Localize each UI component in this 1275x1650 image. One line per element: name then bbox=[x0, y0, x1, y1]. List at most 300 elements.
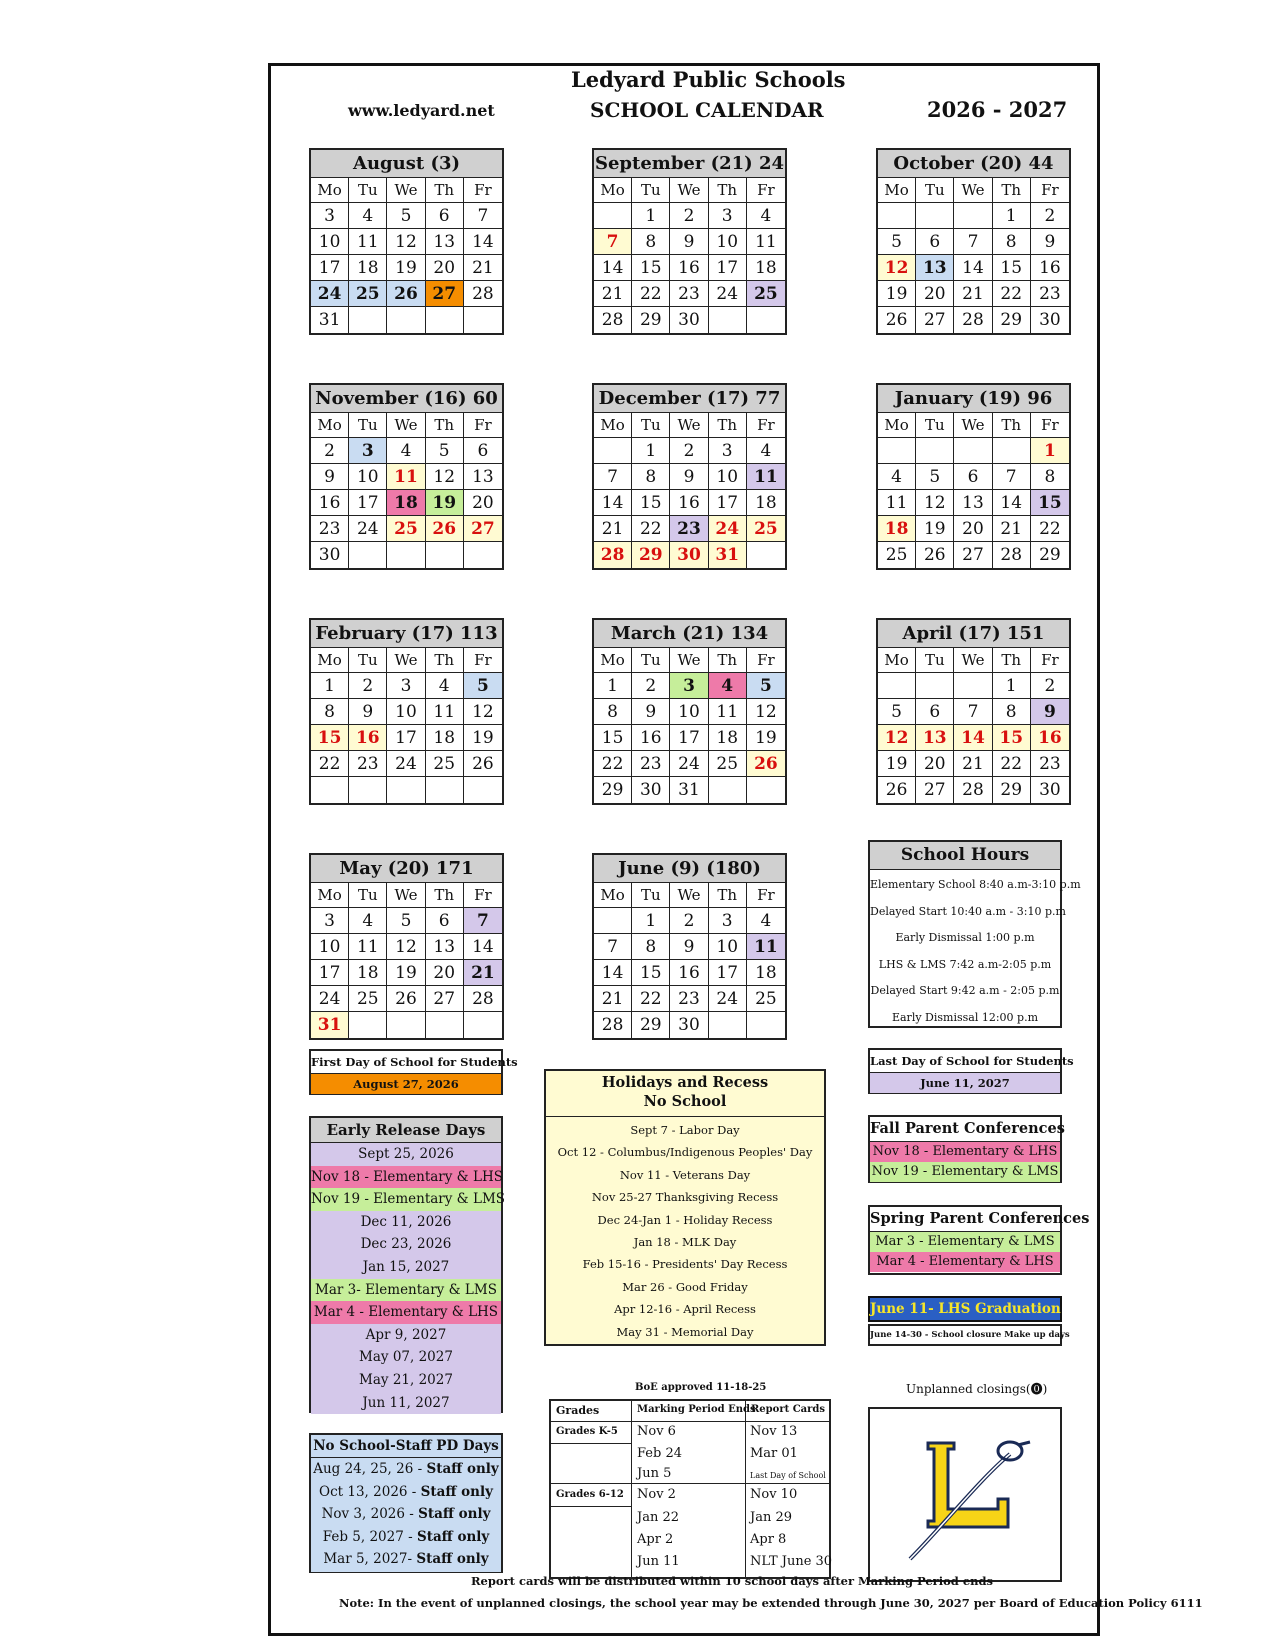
day-cell: 6 bbox=[426, 203, 464, 229]
day-cell bbox=[594, 438, 632, 464]
day-cell: 29 bbox=[1039, 545, 1061, 565]
hours-row: Delayed Start 9:42 a.m - 2:05 p.m bbox=[870, 984, 1060, 997]
early-release-item: Mar 4 - Elementary & LHS bbox=[311, 1301, 501, 1324]
day-cell: 5 bbox=[387, 203, 425, 229]
day-cell: 18 bbox=[747, 255, 785, 281]
day-cell: 25 bbox=[878, 542, 916, 568]
holiday-item: Apr 12-16 - April Recess bbox=[614, 1302, 756, 1317]
day-cell: 7 bbox=[594, 229, 632, 255]
early-release-list bbox=[311, 1143, 506, 1414]
day-cell: 27 bbox=[426, 986, 464, 1012]
month-title: May (20) 171 bbox=[311, 855, 502, 883]
day-cell: 17 bbox=[387, 725, 425, 751]
day-cell: 10 bbox=[387, 699, 425, 725]
month-title: March (21) 134 bbox=[594, 620, 785, 648]
day-cell: 8 bbox=[993, 229, 1031, 255]
day-cell: 12 bbox=[878, 725, 916, 751]
day-cell: 3 bbox=[670, 673, 708, 699]
holiday-item: Nov 25-27 Thanksgiving Recess bbox=[591, 1190, 779, 1205]
day-cell bbox=[464, 542, 502, 568]
day-cell: 7 bbox=[594, 464, 632, 490]
day-cell: 4 bbox=[747, 203, 785, 229]
day-cell: 6 bbox=[464, 438, 502, 464]
month-title: September (21) 24 bbox=[594, 150, 785, 178]
day-cell: 1 bbox=[311, 673, 349, 699]
day-cell: 12 bbox=[747, 699, 785, 725]
holiday-item: Nov 11 - Veterans Day bbox=[619, 1167, 751, 1182]
day-cell: 28 bbox=[954, 307, 992, 333]
month-grid bbox=[594, 883, 785, 1038]
g612-mp: Apr 2 bbox=[637, 1532, 674, 1547]
day-header: Fr bbox=[1031, 648, 1069, 673]
g612-rc: Apr 8 bbox=[750, 1532, 787, 1547]
early-release-item: May 21, 2027 bbox=[311, 1369, 501, 1392]
day-cell: 15 bbox=[632, 490, 670, 516]
day-cell: 1 bbox=[993, 203, 1031, 229]
day-cell: 18 bbox=[747, 960, 785, 986]
day-cell: 19 bbox=[426, 490, 464, 516]
day-cell: 11 bbox=[349, 934, 387, 960]
last-day-box bbox=[868, 1048, 1074, 1094]
day-cell bbox=[594, 203, 632, 229]
col-header-rc: Report Cards bbox=[751, 1404, 826, 1415]
day-header: We bbox=[670, 178, 708, 203]
day-cell: 2 bbox=[349, 673, 387, 699]
day-cell: 5 bbox=[464, 673, 502, 699]
early-release-item: Nov 19 - Elementary & LMS bbox=[311, 1188, 501, 1211]
day-cell: 18 bbox=[709, 725, 747, 751]
day-cell: 14 bbox=[464, 934, 502, 960]
month-title: October (20) 44 bbox=[878, 150, 1069, 178]
day-header: Mo bbox=[311, 413, 349, 438]
day-header: Fr bbox=[1031, 413, 1069, 438]
day-cell: 25 bbox=[426, 751, 464, 777]
calendar-title: SCHOOL CALENDAR bbox=[590, 98, 824, 122]
day-cell: 20 bbox=[464, 490, 502, 516]
staff-pd-label: Staff only bbox=[418, 1506, 491, 1523]
day-cell: 14 bbox=[993, 490, 1031, 516]
day-cell: 17 bbox=[311, 960, 349, 986]
g612-rc: Nov 10 bbox=[750, 1487, 798, 1502]
day-cell: 13 bbox=[426, 934, 464, 960]
day-cell: 26 bbox=[878, 777, 916, 803]
day-cell: 7 bbox=[464, 908, 502, 934]
month-calendar bbox=[592, 148, 787, 335]
month-calendar bbox=[309, 383, 504, 570]
day-cell: 1 bbox=[632, 438, 670, 464]
month-title: April (17) 151 bbox=[878, 620, 1069, 648]
day-cell: 22 bbox=[594, 751, 632, 777]
day-cell: 24 bbox=[311, 986, 349, 1012]
day-cell: 8 bbox=[594, 699, 632, 725]
day-header: Mo bbox=[594, 648, 632, 673]
day-cell: 25 bbox=[747, 281, 785, 307]
k5-rc: Mar 01 bbox=[750, 1446, 798, 1461]
day-cell: 20 bbox=[954, 516, 992, 542]
day-header: Th bbox=[709, 413, 747, 438]
staff-pd-label: Staff only bbox=[416, 1528, 490, 1545]
day-cell: 30 bbox=[1039, 310, 1061, 330]
early-release-item: Sept 25, 2026 bbox=[311, 1143, 501, 1166]
day-header: We bbox=[387, 648, 425, 673]
day-cell: 19 bbox=[747, 725, 785, 751]
day-cell: 31 bbox=[709, 542, 747, 568]
day-cell: 2 bbox=[1031, 673, 1069, 699]
month-grid bbox=[311, 178, 502, 333]
day-header: Mo bbox=[594, 413, 632, 438]
day-cell: 25 bbox=[709, 751, 747, 777]
day-cell: 19 bbox=[878, 751, 916, 777]
month-grid bbox=[311, 648, 502, 803]
day-cell: 27 bbox=[426, 281, 464, 307]
day-cell bbox=[747, 542, 785, 568]
day-header: Tu bbox=[916, 648, 954, 673]
day-cell: 12 bbox=[878, 255, 916, 281]
day-cell: 5 bbox=[747, 673, 785, 699]
day-cell bbox=[747, 1012, 785, 1038]
day-cell: 11 bbox=[878, 490, 916, 516]
day-cell: 14 bbox=[594, 490, 632, 516]
day-cell: 24 bbox=[387, 751, 425, 777]
day-cell: 2 bbox=[311, 438, 349, 464]
staff-pd-item bbox=[311, 1503, 501, 1526]
day-cell: 17 bbox=[311, 255, 349, 281]
day-cell: 30 bbox=[1039, 780, 1061, 800]
spring-conf-title: Spring Parent Conferences bbox=[870, 1207, 1060, 1232]
holidays-box bbox=[544, 1069, 826, 1346]
day-cell: 29 bbox=[632, 1012, 670, 1038]
day-cell: 6 bbox=[916, 229, 954, 255]
day-cell: 30 bbox=[632, 777, 670, 803]
day-cell: 22 bbox=[632, 986, 670, 1012]
day-cell: 16 bbox=[670, 960, 708, 986]
day-cell: 2 bbox=[670, 203, 708, 229]
day-cell: 8 bbox=[632, 464, 670, 490]
day-cell: 11 bbox=[747, 464, 785, 490]
day-cell: 26 bbox=[916, 542, 954, 568]
day-cell: 28 bbox=[594, 307, 632, 333]
day-header: We bbox=[670, 648, 708, 673]
school-year: 2026 - 2027 bbox=[927, 97, 1068, 122]
day-cell: 10 bbox=[709, 229, 747, 255]
day-cell: 29 bbox=[993, 777, 1031, 803]
staff-pd-label: Staff only bbox=[426, 1461, 499, 1477]
day-cell bbox=[387, 307, 425, 333]
day-cell: 10 bbox=[349, 464, 387, 490]
day-cell bbox=[349, 542, 387, 568]
staff-pd-date: Nov 3, 2026 - bbox=[321, 1506, 419, 1523]
day-cell: 16 bbox=[349, 725, 387, 751]
day-header: Mo bbox=[878, 648, 916, 673]
day-header: We bbox=[954, 413, 992, 438]
day-cell: 30 bbox=[311, 542, 349, 568]
day-cell: 4 bbox=[747, 908, 785, 934]
day-cell: 16 bbox=[1031, 255, 1069, 281]
day-cell: 2 bbox=[670, 908, 708, 934]
early-release-item: Mar 3- Elementary & LMS bbox=[311, 1279, 501, 1302]
day-header: Th bbox=[709, 648, 747, 673]
g612-mp: Jun 11 bbox=[637, 1554, 680, 1569]
day-cell: 21 bbox=[594, 986, 632, 1012]
day-cell: 3 bbox=[349, 438, 387, 464]
month-calendar bbox=[592, 383, 787, 570]
makeup-days-box bbox=[868, 1324, 1070, 1346]
day-cell: 24 bbox=[349, 516, 387, 542]
day-cell: 21 bbox=[954, 751, 992, 777]
g612-mp: Nov 2 bbox=[637, 1487, 676, 1502]
day-cell: 14 bbox=[954, 725, 992, 751]
day-cell: 13 bbox=[916, 255, 954, 281]
day-cell bbox=[954, 203, 992, 229]
k5-rc: Last Day of School bbox=[750, 1471, 826, 1480]
day-cell: 4 bbox=[878, 464, 916, 490]
day-cell: 9 bbox=[632, 699, 670, 725]
day-cell: 23 bbox=[632, 751, 670, 777]
day-cell: 15 bbox=[993, 725, 1031, 751]
hours-row: Early Dismissal 1:00 p.m bbox=[895, 931, 1035, 944]
day-cell: 5 bbox=[878, 229, 916, 255]
day-cell: 19 bbox=[464, 725, 502, 751]
day-cell: 1 bbox=[993, 673, 1031, 699]
day-cell bbox=[709, 1012, 747, 1038]
day-header: Th bbox=[709, 883, 747, 908]
day-cell: 27 bbox=[916, 307, 954, 333]
month-title: November (16) 60 bbox=[311, 385, 502, 413]
month-calendar bbox=[309, 618, 504, 805]
day-cell: 26 bbox=[426, 516, 464, 542]
day-cell: 10 bbox=[709, 934, 747, 960]
day-cell: 13 bbox=[916, 725, 954, 751]
day-cell: 1 bbox=[632, 908, 670, 934]
day-cell: 22 bbox=[311, 751, 349, 777]
day-cell: 5 bbox=[426, 438, 464, 464]
early-release-item: May 07, 2027 bbox=[311, 1346, 501, 1369]
day-cell: 18 bbox=[349, 960, 387, 986]
k5-mp: Jun 5 bbox=[637, 1466, 672, 1481]
day-header: Mo bbox=[594, 883, 632, 908]
day-header: Tu bbox=[916, 413, 954, 438]
fall-conf-title: Fall Parent Conferences bbox=[870, 1117, 1060, 1142]
day-cell: 21 bbox=[464, 960, 502, 986]
day-cell: 28 bbox=[993, 542, 1031, 568]
day-cell: 4 bbox=[349, 908, 387, 934]
holiday-item: Dec 24-Jan 1 - Holiday Recess bbox=[597, 1212, 773, 1227]
day-cell: 9 bbox=[670, 934, 708, 960]
day-cell: 8 bbox=[993, 699, 1031, 725]
day-cell: 7 bbox=[993, 464, 1031, 490]
footer-line-2: Note: In the event of unplanned closings, the school year may be extended through June 30, 2027 per Board of Education Policy 6111 bbox=[339, 1596, 1203, 1610]
day-cell bbox=[954, 438, 992, 464]
fall-conf-item: Nov 18 - Elementary & LHS bbox=[870, 1142, 1060, 1162]
day-cell: 4 bbox=[747, 438, 785, 464]
day-cell: 30 bbox=[670, 307, 708, 333]
holiday-item: May 31 - Memorial Day bbox=[616, 1324, 754, 1339]
day-cell: 5 bbox=[387, 908, 425, 934]
day-cell: 7 bbox=[464, 203, 502, 229]
day-cell: 14 bbox=[954, 255, 992, 281]
day-cell: 16 bbox=[632, 725, 670, 751]
day-cell: 22 bbox=[632, 516, 670, 542]
day-cell: 1 bbox=[594, 673, 632, 699]
day-cell: 19 bbox=[387, 255, 425, 281]
day-cell: 17 bbox=[670, 725, 708, 751]
day-cell: 8 bbox=[632, 934, 670, 960]
day-cell: 2 bbox=[670, 438, 708, 464]
day-cell: 28 bbox=[464, 986, 502, 1012]
day-header: Th bbox=[993, 178, 1031, 203]
day-cell: 21 bbox=[954, 281, 992, 307]
day-cell: 8 bbox=[311, 699, 349, 725]
day-cell: 30 bbox=[670, 542, 708, 568]
day-cell: 7 bbox=[954, 229, 992, 255]
spring-conferences-box bbox=[868, 1205, 1090, 1275]
day-cell: 24 bbox=[670, 751, 708, 777]
early-release-item: Dec 23, 2026 bbox=[311, 1233, 501, 1256]
staff-pd-date: Feb 5, 2027 - bbox=[322, 1528, 417, 1545]
first-day-title: First Day of School for Students bbox=[311, 1051, 501, 1074]
day-header: We bbox=[954, 648, 992, 673]
day-cell: 3 bbox=[709, 203, 747, 229]
staff-pd-item bbox=[311, 1458, 501, 1481]
day-cell: 2 bbox=[632, 673, 670, 699]
day-header: Mo bbox=[311, 883, 349, 908]
fall-conf-item: Nov 19 - Elementary & LMS bbox=[870, 1162, 1060, 1182]
holiday-item: Jan 18 - MLK Day bbox=[633, 1234, 737, 1249]
day-cell: 28 bbox=[594, 1012, 632, 1038]
day-header: Fr bbox=[464, 413, 502, 438]
day-cell: 6 bbox=[954, 464, 992, 490]
day-cell: 11 bbox=[747, 229, 785, 255]
staff-pd-label: Staff only bbox=[416, 1551, 489, 1568]
day-header: Tu bbox=[349, 413, 387, 438]
day-cell: 4 bbox=[426, 673, 464, 699]
day-cell: 18 bbox=[878, 516, 916, 542]
day-cell: 23 bbox=[670, 986, 708, 1012]
day-cell: 22 bbox=[993, 751, 1031, 777]
holidays-title: Holidays and Recess bbox=[601, 1074, 769, 1091]
day-cell: 31 bbox=[311, 307, 349, 333]
day-cell: 10 bbox=[311, 229, 349, 255]
graduation-box bbox=[868, 1296, 1062, 1322]
day-cell: 5 bbox=[878, 699, 916, 725]
hours-row: Early Dismissal 12:00 p.m bbox=[891, 1010, 1039, 1024]
day-cell: 9 bbox=[311, 464, 349, 490]
day-cell bbox=[709, 307, 747, 333]
day-cell: 17 bbox=[349, 490, 387, 516]
day-cell: 15 bbox=[632, 960, 670, 986]
day-header: Tu bbox=[632, 413, 670, 438]
day-header: We bbox=[670, 413, 708, 438]
day-cell: 23 bbox=[349, 751, 387, 777]
day-cell: 26 bbox=[387, 986, 425, 1012]
month-calendar bbox=[876, 618, 1071, 805]
day-header: Th bbox=[426, 178, 464, 203]
day-cell: 24 bbox=[311, 281, 349, 307]
day-cell: 13 bbox=[464, 464, 502, 490]
day-cell bbox=[349, 777, 387, 803]
staff-pd-title: No School-Staff PD Days bbox=[311, 1435, 501, 1458]
day-cell: 23 bbox=[1031, 751, 1069, 777]
day-cell: 10 bbox=[670, 699, 708, 725]
day-cell: 15 bbox=[311, 725, 349, 751]
day-cell: 28 bbox=[464, 281, 502, 307]
day-cell bbox=[878, 673, 916, 699]
makeup-days-text: June 14-30 - School closure Make up days bbox=[870, 1330, 1070, 1340]
day-cell bbox=[349, 1012, 387, 1038]
day-cell: 27 bbox=[916, 777, 954, 803]
day-cell: 21 bbox=[594, 281, 632, 307]
month-title: August (3) bbox=[311, 150, 502, 178]
g612-rc: Jan 29 bbox=[750, 1510, 793, 1525]
day-cell: 11 bbox=[709, 699, 747, 725]
day-cell: 18 bbox=[349, 255, 387, 281]
early-release-item: Jun 11, 2027 bbox=[311, 1392, 501, 1415]
day-cell: 18 bbox=[387, 490, 425, 516]
day-cell: 7 bbox=[954, 699, 992, 725]
last-day-date: June 11, 2027 bbox=[870, 1073, 1060, 1093]
day-header: Mo bbox=[878, 178, 916, 203]
day-cell bbox=[747, 777, 785, 803]
month-title: January (19) 96 bbox=[878, 385, 1069, 413]
day-header: Tu bbox=[632, 178, 670, 203]
month-grid bbox=[594, 648, 785, 803]
early-release-item: Apr 9, 2027 bbox=[311, 1324, 501, 1347]
day-cell: 28 bbox=[954, 777, 992, 803]
boe-approved: BoE approved 11-18-25 bbox=[635, 1382, 767, 1393]
hours-row: LHS & LMS 7:42 a.m-2:05 p.m bbox=[878, 957, 1052, 971]
holiday-item: Mar 26 - Good Friday bbox=[622, 1279, 748, 1294]
day-cell: 21 bbox=[993, 516, 1031, 542]
day-cell: 9 bbox=[1031, 699, 1069, 725]
day-cell bbox=[426, 307, 464, 333]
grades-k5-label: Grades K-5 bbox=[556, 1426, 618, 1437]
day-cell: 12 bbox=[916, 490, 954, 516]
day-cell: 25 bbox=[349, 986, 387, 1012]
day-cell bbox=[916, 673, 954, 699]
day-cell: 26 bbox=[464, 751, 502, 777]
day-header: Th bbox=[709, 178, 747, 203]
day-cell: 19 bbox=[916, 516, 954, 542]
day-cell: 3 bbox=[709, 908, 747, 934]
day-cell: 14 bbox=[464, 229, 502, 255]
hours-row: Elementary School 8:40 a.m-3:10 p.m bbox=[870, 878, 1081, 891]
staff-pd-box bbox=[309, 1433, 503, 1573]
holiday-item: Oct 12 - Columbus/Indigenous Peoples' Day bbox=[557, 1145, 813, 1160]
day-cell: 26 bbox=[747, 751, 785, 777]
day-cell: 18 bbox=[747, 490, 785, 516]
school-hours-box bbox=[868, 840, 1081, 1028]
school-hours-title: School Hours bbox=[870, 842, 1060, 870]
day-cell: 14 bbox=[594, 960, 632, 986]
day-cell: 12 bbox=[464, 699, 502, 725]
day-cell: 17 bbox=[709, 960, 747, 986]
month-calendar bbox=[876, 148, 1071, 335]
day-cell: 1 bbox=[1031, 438, 1069, 464]
holiday-list bbox=[546, 1117, 824, 1343]
day-cell: 10 bbox=[709, 464, 747, 490]
day-cell: 14 bbox=[594, 255, 632, 281]
day-cell: 21 bbox=[594, 516, 632, 542]
day-cell: 12 bbox=[387, 229, 425, 255]
day-header: Fr bbox=[747, 883, 785, 908]
spring-conf-item: Mar 3 - Elementary & LMS bbox=[870, 1232, 1060, 1252]
holiday-item: Feb 15-16 - Presidents' Day Recess bbox=[582, 1257, 788, 1272]
day-cell: 29 bbox=[993, 307, 1031, 333]
first-day-date: August 27, 2026 bbox=[311, 1074, 501, 1094]
day-cell: 26 bbox=[387, 281, 425, 307]
day-cell bbox=[464, 307, 502, 333]
staff-pd-date: Aug 24, 25, 26 - bbox=[313, 1461, 427, 1477]
